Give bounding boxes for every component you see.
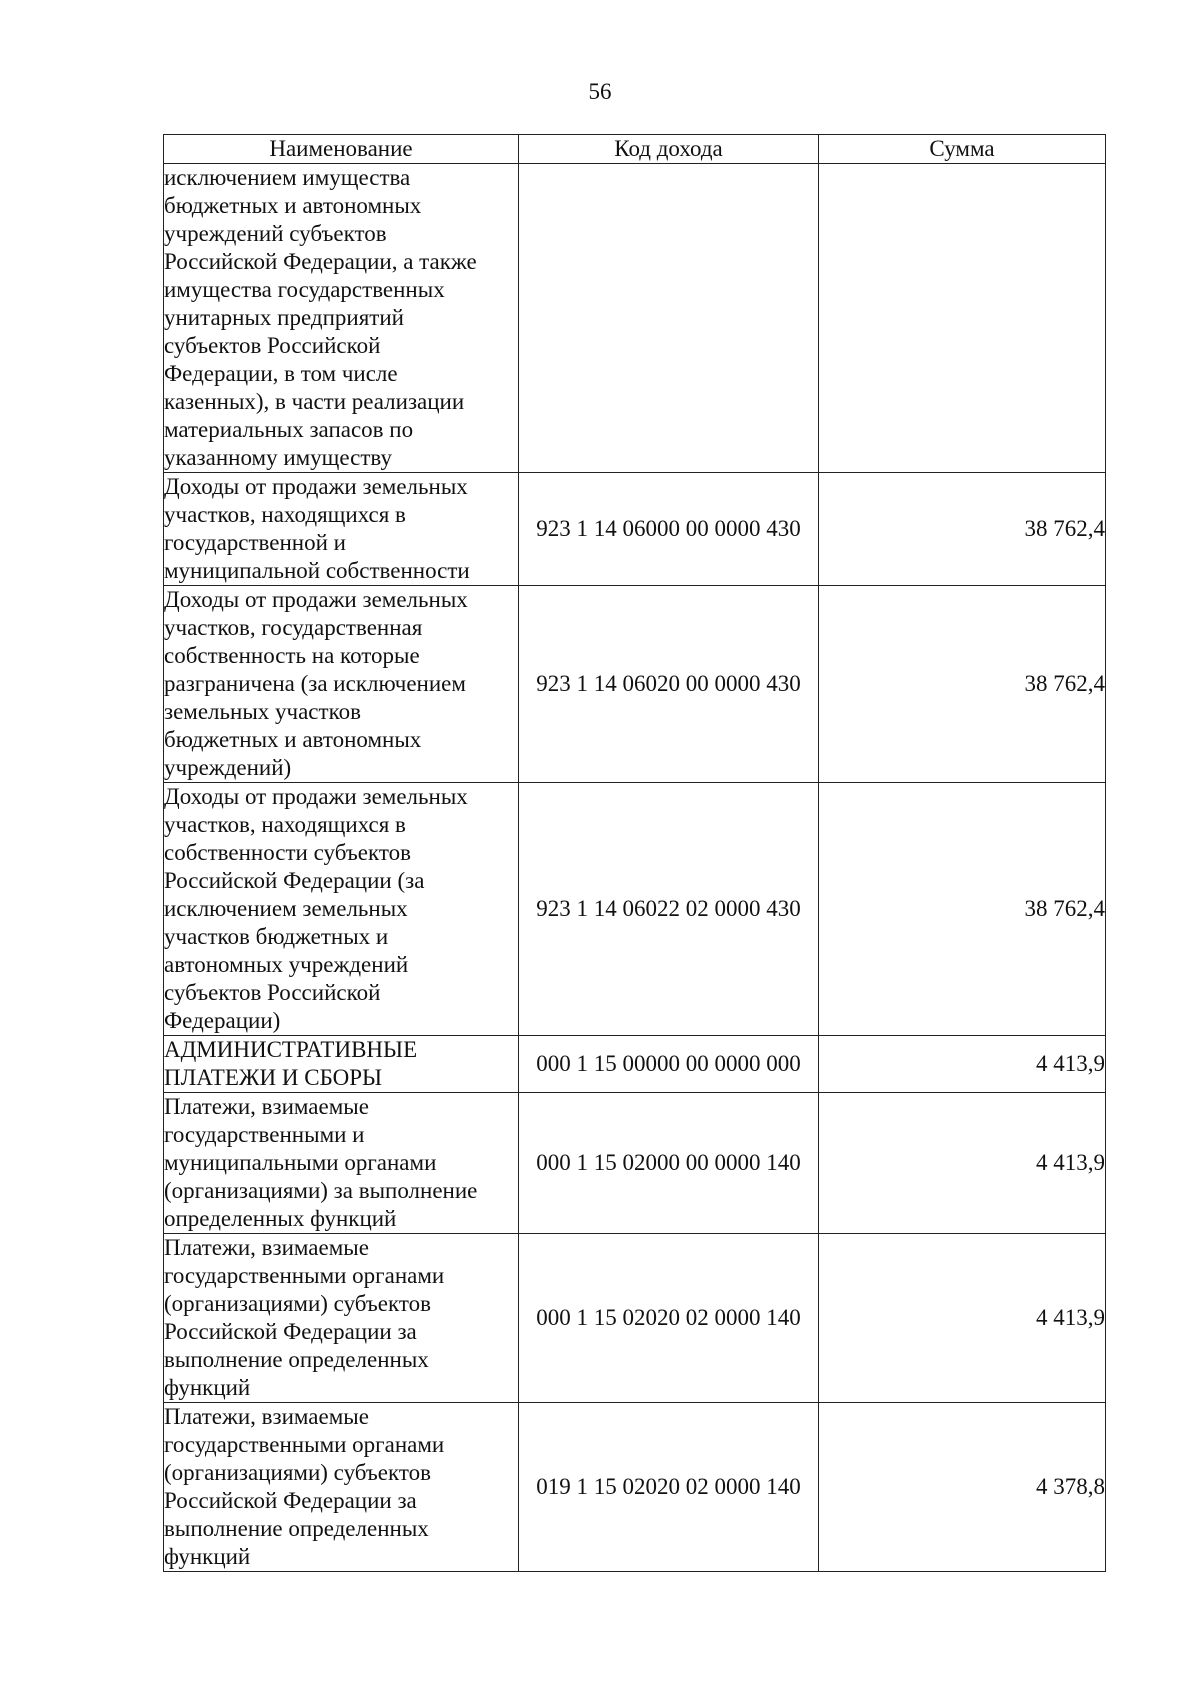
page-number: 56 [588, 79, 612, 104]
table-row [164, 1036, 1106, 1093]
row-name-cell: АДМИНИСТРАТИВНЫЕ ПЛАТЕЖИ И СБОРЫ [164, 1036, 519, 1093]
column-header-code: Код дохода [519, 135, 819, 164]
row-name-cell: Платежи, взимаемые государственными органами (организациями) субъектов Российской Федерации за выполнение определенных функций [164, 1403, 519, 1572]
column-header-sum: Сумма [819, 135, 1106, 164]
row-name-cell: Доходы от продажи земельных участков, находящихся в государственной и муниципальной собственности [164, 473, 519, 586]
revenue-table [163, 134, 1106, 1572]
row-sum-cell [819, 164, 1106, 473]
row-code-cell: 000 1 15 00000 00 0000 000 [519, 1036, 819, 1093]
row-sum-cell: 4 413,9 [819, 1036, 1106, 1093]
table-row [164, 1093, 1106, 1234]
table-row [164, 783, 1106, 1036]
row-code-cell: 923 1 14 06022 02 0000 430 [519, 783, 819, 1036]
row-sum-cell: 38 762,4 [819, 473, 1106, 586]
table-row [164, 164, 1106, 473]
row-code-cell [519, 164, 819, 473]
row-name-cell: Платежи, взимаемые государственными и муниципальными органами (организациями) за выполнение определенных функций [164, 1093, 519, 1234]
column-header-name: Наименование [164, 135, 519, 164]
row-code-cell: 000 1 15 02000 00 0000 140 [519, 1093, 819, 1234]
row-code-cell: 923 1 14 06000 00 0000 430 [519, 473, 819, 586]
table-row [164, 1403, 1106, 1572]
table-header-row [164, 135, 1106, 164]
row-sum-cell: 38 762,4 [819, 783, 1106, 1036]
row-code-cell: 000 1 15 02020 02 0000 140 [519, 1234, 819, 1403]
table-row [164, 1234, 1106, 1403]
row-code-cell: 923 1 14 06020 00 0000 430 [519, 586, 819, 783]
table-row [164, 586, 1106, 783]
row-name-cell: исключением имущества бюджетных и автономных учреждений субъектов Российской Федерации, а также имущества государственных унитарных предприятий субъектов Российской Федерации, в том числе казенных), в части реализации материальных запасов по указанному имуществу [164, 164, 519, 473]
row-sum-cell: 38 762,4 [819, 586, 1106, 783]
row-name-cell: Доходы от продажи земельных участков, находящихся в собственности субъектов Российской Федерации (за исключением земельных участков бюджетных и автономных учреждений субъектов Российской Федерации) [164, 783, 519, 1036]
table-row [164, 473, 1106, 586]
row-sum-cell: 4 378,8 [819, 1403, 1106, 1572]
row-sum-cell: 4 413,9 [819, 1234, 1106, 1403]
row-code-cell: 019 1 15 02020 02 0000 140 [519, 1403, 819, 1572]
row-sum-cell: 4 413,9 [819, 1093, 1106, 1234]
row-name-cell: Платежи, взимаемые государственными органами (организациями) субъектов Российской Федерации за выполнение определенных функций [164, 1234, 519, 1403]
row-name-cell: Доходы от продажи земельных участков, государственная собственность на которые разграничена (за исключением земельных участков бюджетных и автономных учреждений) [164, 586, 519, 783]
